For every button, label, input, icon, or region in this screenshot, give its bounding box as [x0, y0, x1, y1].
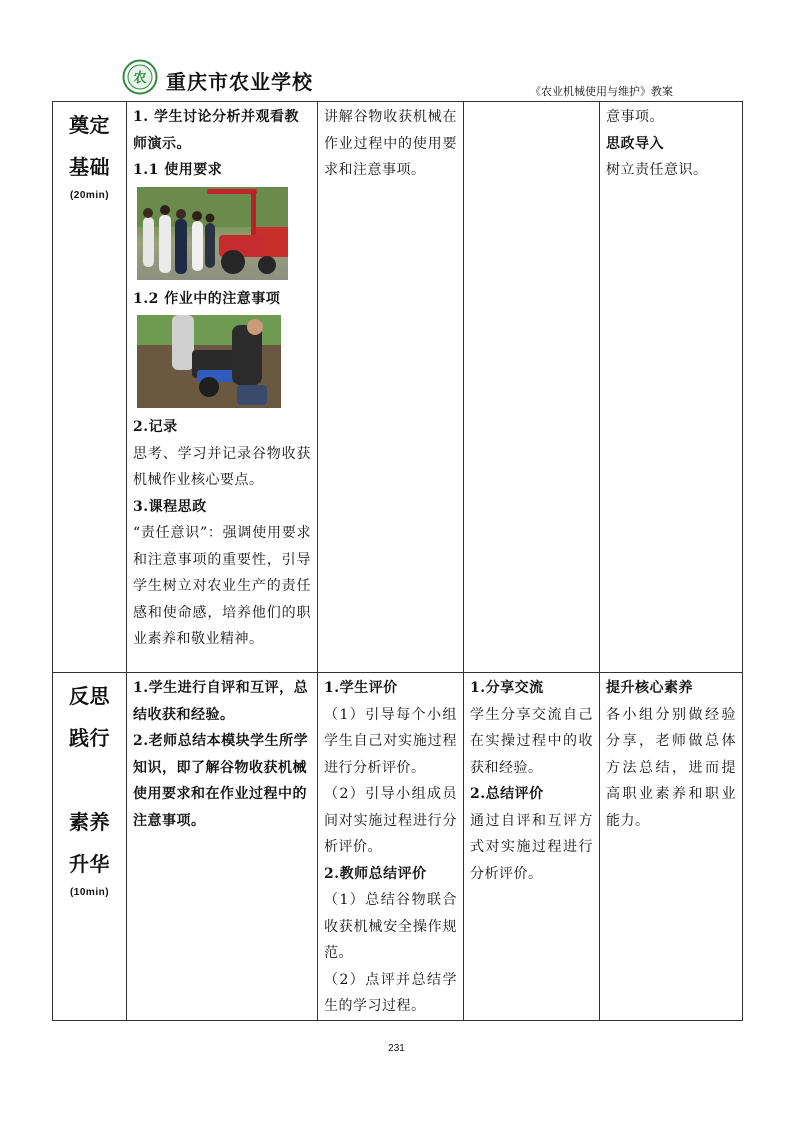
school-logo-icon	[122, 59, 158, 95]
section-heading: 提升核心素养	[606, 680, 693, 696]
stage-cell	[53, 102, 127, 673]
section-heading: 2.记录	[133, 419, 178, 435]
student-activity-cell	[127, 673, 318, 1021]
stage-label: 践行	[69, 726, 110, 750]
page-header	[122, 55, 673, 102]
section-text: （1）引导每个小组学生自己对实施过程进行分析评价。	[324, 706, 457, 776]
page-number: 231	[388, 1043, 405, 1054]
teacher-activity-text: 讲解谷物收获机械在作业过程中的使用要求和注意事项。	[324, 109, 457, 178]
subsection-heading: 1.1 使用要求	[133, 162, 223, 178]
stage-time: (20min)	[69, 190, 110, 201]
table-row	[53, 673, 743, 1021]
student-activity-cell	[127, 102, 318, 673]
stage-spacer	[59, 759, 120, 801]
field-machine-illustration	[137, 315, 281, 408]
teacher-activity-cell	[318, 102, 464, 673]
section-heading: 3.课程思政	[133, 498, 207, 515]
section-text: 思考、学习并记录谷物收获机械作业核心要点。	[133, 445, 311, 488]
section-heading: 1.学生评价	[324, 680, 398, 696]
photo-usage-requirements	[137, 187, 288, 280]
school-name: 重庆市农业学校	[166, 70, 313, 94]
subsection-heading: 1.2 作业中的注意事项	[133, 290, 281, 307]
design-intent-cell	[600, 102, 743, 673]
stage-label: 素养	[69, 810, 110, 834]
activity-title: 1. 学生讨论分析并观看教师演示。	[133, 109, 299, 152]
section-heading: 1.分享交流	[470, 680, 544, 696]
stage-cell	[53, 673, 127, 1021]
student-share-cell	[464, 673, 600, 1021]
stage-label: 反思	[69, 684, 110, 708]
stage-label: 奠定	[69, 113, 110, 137]
section-text: （2）点评并总结学生的学习过程。	[324, 971, 457, 1014]
photo-operation-precautions	[137, 315, 281, 408]
section-heading: 2.教师总结评价	[324, 865, 427, 882]
table-row	[53, 102, 743, 673]
stage-label: 升华	[69, 852, 110, 876]
continued-text: 意事项。	[606, 109, 664, 125]
teacher-activity-cell	[318, 673, 464, 1021]
section-text: 通过自评和互评方式对实施过程进行分析评价。	[470, 812, 593, 882]
section-text: “责任意识”：强调使用要求和注意事项的重要性，引导学生树立对农业生产的责任感和使命感，培养他们的职业素养和敬业精神。	[133, 525, 311, 647]
section-heading: 2.总结评价	[470, 786, 544, 802]
section-text: （2）引导小组成员间对实施过程进行分析评价。	[324, 786, 457, 855]
stage-label: 基础	[69, 155, 110, 179]
empty-cell	[464, 102, 600, 673]
ideology-text: 树立责任意识。	[606, 162, 708, 178]
logo-glyph: 农	[133, 71, 147, 86]
ideology-heading: 思政导入	[606, 135, 664, 152]
students-tractor-illustration	[137, 187, 288, 280]
lesson-plan-table	[52, 101, 743, 1021]
document-title: 《农业机械使用与维护》教案	[530, 85, 673, 98]
design-intent-cell	[600, 673, 743, 1021]
stage-time: (10min)	[69, 887, 110, 898]
section-text: 学生分享交流自己在实操过程中的收获和经验。	[470, 706, 593, 776]
activity-text: 2.老师总结本模块学生所学知识，即了解谷物收获机械使用要求和在作业过程中的注意事项。	[133, 733, 309, 829]
section-text: 各小组分别做经验分享，老师做总体方法总结，进而提高职业素养和职业能力。	[606, 706, 736, 829]
activity-text: 1.学生进行自评和互评，总结收获和经验。	[133, 680, 309, 723]
section-text: （1）总结谷物联合收获机械安全操作规范。	[324, 892, 457, 961]
